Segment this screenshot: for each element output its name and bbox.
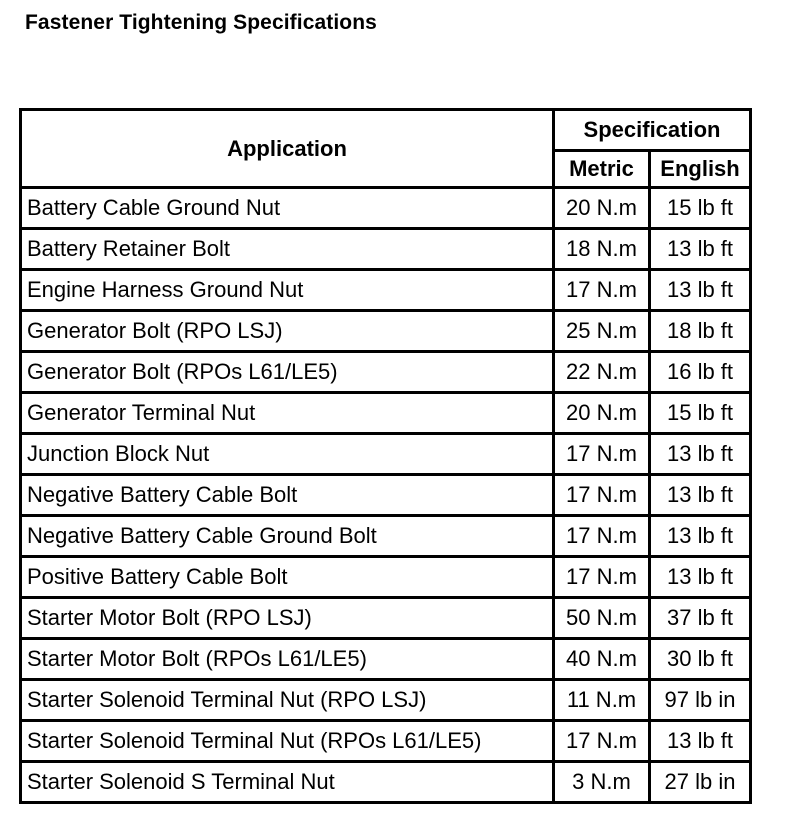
header-row <box>22 111 749 149</box>
metric-cell: 20 N.m <box>552 391 648 432</box>
metric-cell: 17 N.m <box>552 432 648 473</box>
application-cell: Positive Battery Cable Bolt <box>22 555 552 596</box>
english-cell: 13 lb ft <box>648 555 749 596</box>
metric-cell: 40 N.m <box>552 637 648 678</box>
application-cell: Generator Bolt (RPO LSJ) <box>22 309 552 350</box>
english-cell: 30 lb ft <box>648 637 749 678</box>
english-header: English <box>648 149 749 186</box>
english-cell: 13 lb ft <box>648 432 749 473</box>
english-cell: 16 lb ft <box>648 350 749 391</box>
table-row <box>22 432 749 473</box>
application-cell: Battery Retainer Bolt <box>22 227 552 268</box>
application-cell: Engine Harness Ground Nut <box>22 268 552 309</box>
metric-cell: 17 N.m <box>552 555 648 596</box>
application-cell: Generator Bolt (RPOs L61/LE5) <box>22 350 552 391</box>
table-row <box>22 268 749 309</box>
metric-cell: 50 N.m <box>552 596 648 637</box>
application-cell: Starter Motor Bolt (RPOs L61/LE5) <box>22 637 552 678</box>
application-cell: Junction Block Nut <box>22 432 552 473</box>
metric-cell: 17 N.m <box>552 268 648 309</box>
table-row <box>22 760 749 801</box>
table-row <box>22 719 749 760</box>
table-body <box>22 186 749 801</box>
application-cell: Generator Terminal Nut <box>22 391 552 432</box>
metric-cell: 17 N.m <box>552 719 648 760</box>
table-row <box>22 514 749 555</box>
application-cell: Negative Battery Cable Ground Bolt <box>22 514 552 555</box>
metric-cell: 11 N.m <box>552 678 648 719</box>
page-title: Fastener Tightening Specifications <box>25 11 377 34</box>
table-row <box>22 473 749 514</box>
table-row <box>22 391 749 432</box>
english-cell: 15 lb ft <box>648 186 749 227</box>
english-cell: 13 lb ft <box>648 268 749 309</box>
english-cell: 13 lb ft <box>648 719 749 760</box>
metric-cell: 22 N.m <box>552 350 648 391</box>
fastener-spec-table <box>19 108 752 804</box>
application-cell: Starter Solenoid S Terminal Nut <box>22 760 552 801</box>
english-cell: 18 lb ft <box>648 309 749 350</box>
metric-header: Metric <box>552 149 648 186</box>
english-cell: 97 lb in <box>648 678 749 719</box>
metric-cell: 25 N.m <box>552 309 648 350</box>
application-cell: Battery Cable Ground Nut <box>22 186 552 227</box>
english-cell: 15 lb ft <box>648 391 749 432</box>
table-row <box>22 555 749 596</box>
application-cell: Starter Motor Bolt (RPO LSJ) <box>22 596 552 637</box>
metric-cell: 17 N.m <box>552 514 648 555</box>
english-cell: 37 lb ft <box>648 596 749 637</box>
application-cell: Starter Solenoid Terminal Nut (RPOs L61/LE5) <box>22 719 552 760</box>
metric-cell: 18 N.m <box>552 227 648 268</box>
english-cell: 13 lb ft <box>648 473 749 514</box>
metric-cell: 3 N.m <box>552 760 648 801</box>
table-row <box>22 309 749 350</box>
table-row <box>22 227 749 268</box>
specification-header: Specification <box>552 111 749 149</box>
english-cell: 13 lb ft <box>648 514 749 555</box>
application-header: Application <box>227 135 347 161</box>
table-row <box>22 596 749 637</box>
table-row <box>22 350 749 391</box>
application-cell: Starter Solenoid Terminal Nut (RPO LSJ) <box>22 678 552 719</box>
table-row <box>22 186 749 227</box>
metric-cell: 17 N.m <box>552 473 648 514</box>
english-cell: 13 lb ft <box>648 227 749 268</box>
table-row <box>22 637 749 678</box>
table-row <box>22 678 749 719</box>
application-cell: Negative Battery Cable Bolt <box>22 473 552 514</box>
metric-cell: 20 N.m <box>552 186 648 227</box>
english-cell: 27 lb in <box>648 760 749 801</box>
